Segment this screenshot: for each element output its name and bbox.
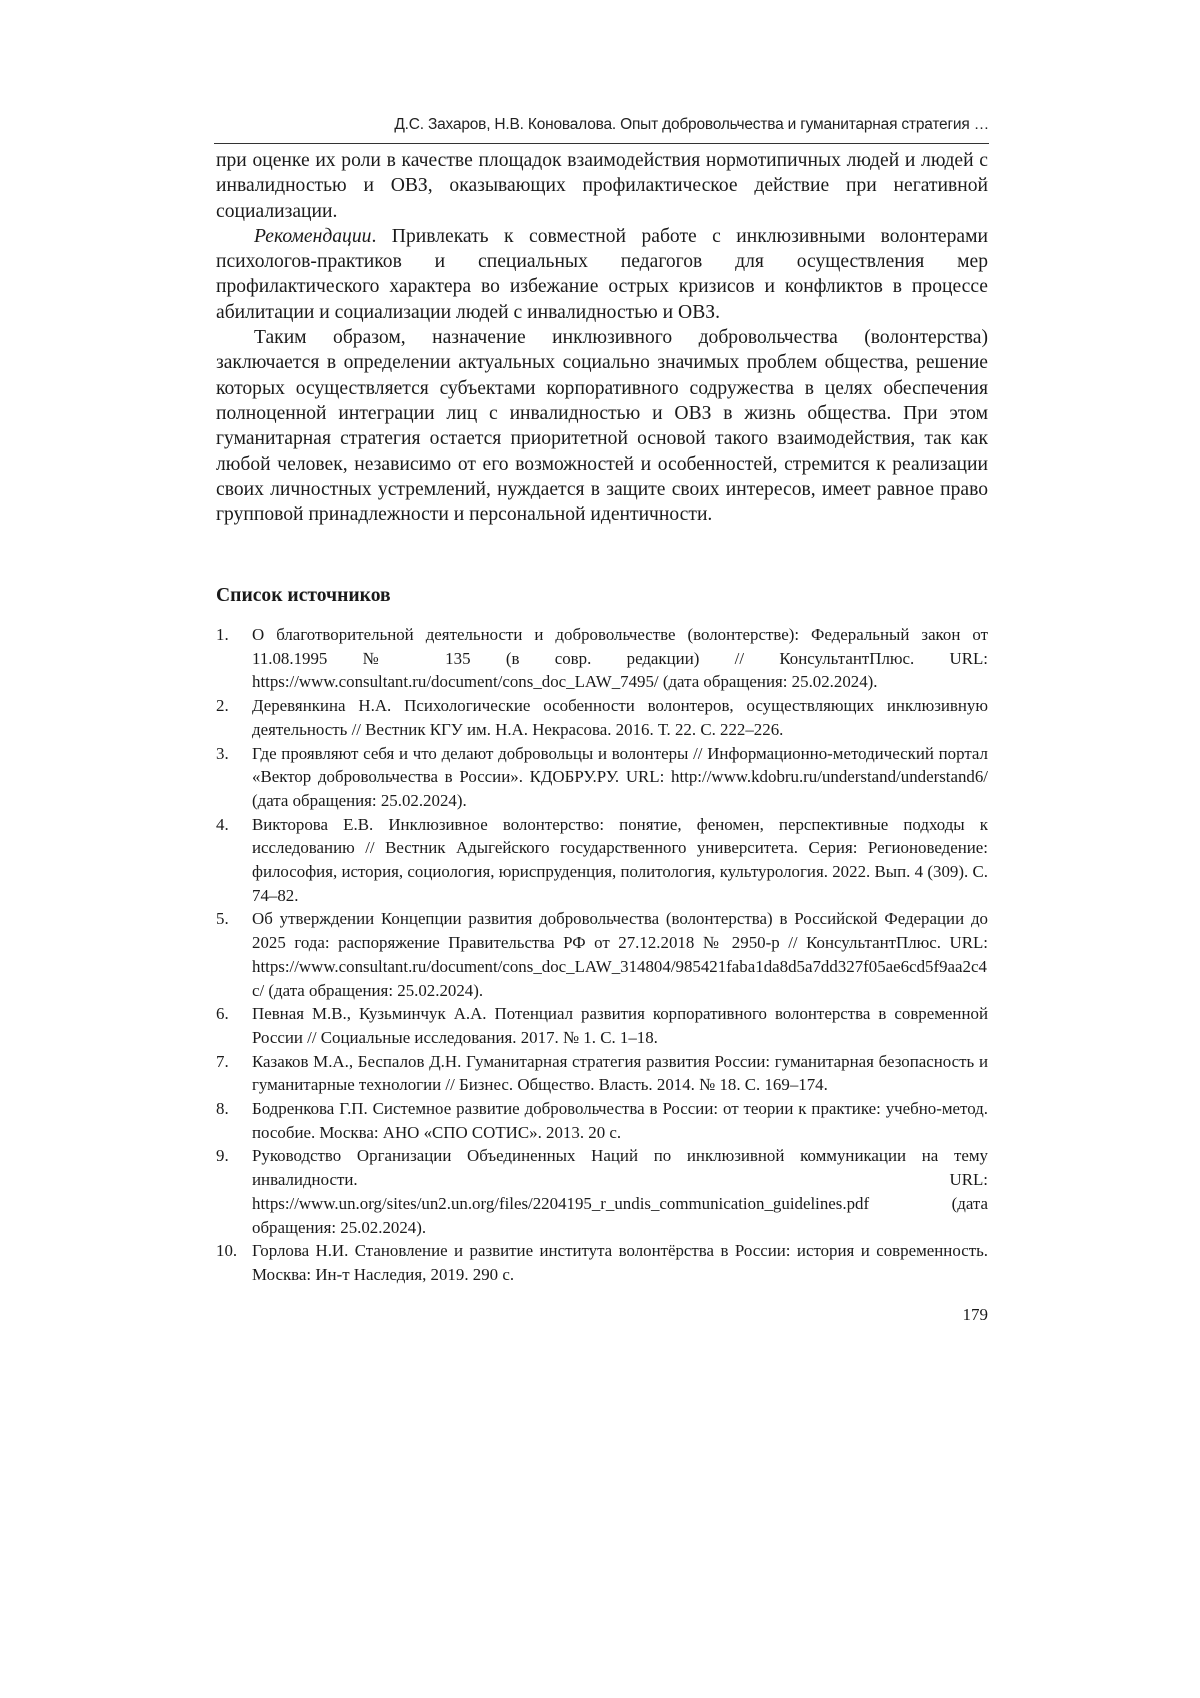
- reference-text: Горлова Н.И. Становление и развитие института волонтёрства в России: история и современность. Москва: Ин-т Наследия, 2019. 290 с.: [252, 1241, 988, 1284]
- reference-text: Деревянкина Н.А. Психологические особенности волонтеров, осуществляющих инклюзивную деятельность // Вестник КГУ им. Н.А. Некрасова. 2016. Т. 22. С. 222–226.: [252, 696, 988, 739]
- reference-item: [216, 1239, 988, 1286]
- reference-text: О благотворительной деятельности и добровольчестве (волонтерстве): Федеральный закон от 11.08.1995 № 135 (в совр. редакции) // КонсультантПлюс. URL: https://www.consultant.ru/document/cons_doc_LAW_7495/ (дата обращения: 25.02.2024).: [252, 625, 988, 692]
- reference-number: 8.: [216, 1099, 229, 1119]
- paragraph-text: . Привлекать к совместной работе с инклюзивными волонтерами психологов-практиков и специальных педагогов для осуществления мер профилактического характера во избежание острых кризисов и конфликтов в процессе абилитации и социализации людей с инвалидностью и ОВЗ.: [216, 225, 988, 323]
- reference-number: 5.: [216, 909, 229, 929]
- reference-text: Певная М.В., Кузьминчук А.А. Потенциал развития корпоративного волонтерства в современной России // Социальные исследования. 2017. № 1. С. 1–18.: [252, 1004, 988, 1047]
- reference-item: [216, 623, 988, 694]
- paragraph-conclusion: [216, 325, 988, 527]
- reference-number: 6.: [216, 1004, 229, 1024]
- reference-item: [216, 907, 988, 1002]
- header-divider: [214, 143, 989, 144]
- paragraph-text: при оценке их роли в качестве площадок взаимодействия нормотипичных людей и людей с инвалидностью и ОВЗ, оказывающих профилактическое действие при негативной социализации.: [216, 150, 988, 222]
- reference-number: 9.: [216, 1146, 229, 1166]
- running-head: Д.С. Захаров, Н.В. Коновалова. Опыт добровольчества и гуманитарная стратегия …: [394, 116, 989, 133]
- main-text: [216, 148, 988, 527]
- references-heading: Список источников: [216, 585, 391, 606]
- paragraph-lead-italic: Рекомендации: [254, 225, 372, 247]
- paragraph-recommendations: [216, 224, 988, 325]
- reference-text: Викторова Е.В. Инклюзивное волонтерство: понятие, феномен, перспективные подходы к исследованию // Вестник Адыгейского государственного университета. Серия: Регионоведение: философия, история, социология, юриспруденция, политология, культурология. 2022. Вып. 4 (309). С. 74–82.: [252, 814, 988, 905]
- reference-item: [216, 1097, 988, 1144]
- page-number: 179: [962, 1305, 988, 1324]
- reference-item: [216, 813, 988, 908]
- reference-text: Руководство Организации Объединенных Наций по инклюзивной коммуникации на тему инвалидности. URL: https://www.un.org/sites/un2.un.org/files/2204195_r_undis_communication_guidelines.pdf (дата обращения: 25.02.2024).: [252, 1146, 988, 1237]
- reference-number: 3.: [216, 743, 229, 763]
- paragraph-text: Таким образом, назначение инклюзивного добровольчества (волонтерства) заключается в определении актуальных социально значимых проблем общества, решение которых осуществляется субъектами корпоративного содружества в целях обеспечения полноценной интеграции лиц с инвалидностью и ОВЗ в жизнь общества. При этом гуманитарная стратегия остается приоритетной основой такого взаимодействия, так как любой человек, независимо от его возможностей и особенностей, стремится к реализации своих личностных устремлений, нуждается в защите своих интересов, имеет равное право групповой принадлежности и персональной идентичности.: [216, 327, 988, 526]
- reference-item: [216, 1144, 988, 1239]
- reference-number: 4.: [216, 814, 229, 834]
- references-list: [216, 623, 988, 1287]
- reference-number: 2.: [216, 696, 229, 716]
- reference-item: [216, 1002, 988, 1049]
- reference-text: Бодренкова Г.П. Системное развитие добровольчества в России: от теории к практике: учебно-метод. пособие. Москва: АНО «СПО СОТИС». 2013. 20 с.: [252, 1099, 988, 1142]
- reference-text: Об утверждении Концепции развития добровольчества (волонтерства) в Российской Федерации до 2025 года: распоряжение Правительства РФ от 27.12.2018 № 2950-р // КонсультантПлюс. URL: https://www.consultant.ru/document/cons_doc_LAW_314804/985421faba1da8d5a7dd327f05ae6cd5f9aa2c4c/ (дата обращения: 25.02.2024).: [252, 909, 988, 1000]
- reference-number: 1.: [216, 625, 229, 644]
- paragraph-continuation: [216, 148, 988, 224]
- reference-item: [216, 742, 988, 813]
- reference-item: [216, 1050, 988, 1097]
- reference-number: 7.: [216, 1051, 229, 1071]
- reference-text: Казаков М.А., Беспалов Д.Н. Гуманитарная стратегия развития России: гуманитарная безопасность и гуманитарные технологии // Бизнес. Общество. Власть. 2014. № 18. С. 169–174.: [252, 1051, 988, 1095]
- reference-text: Где проявляют себя и что делают добровольцы и волонтеры // Информационно-методический портал «Вектор добровольчества в России». КДОБРУ.РУ. URL: http://www.kdobru.ru/understand/understand6/ (дата обращения: 25.02.2024).: [252, 743, 988, 810]
- reference-number: 10.: [216, 1241, 238, 1261]
- reference-item: [216, 694, 988, 741]
